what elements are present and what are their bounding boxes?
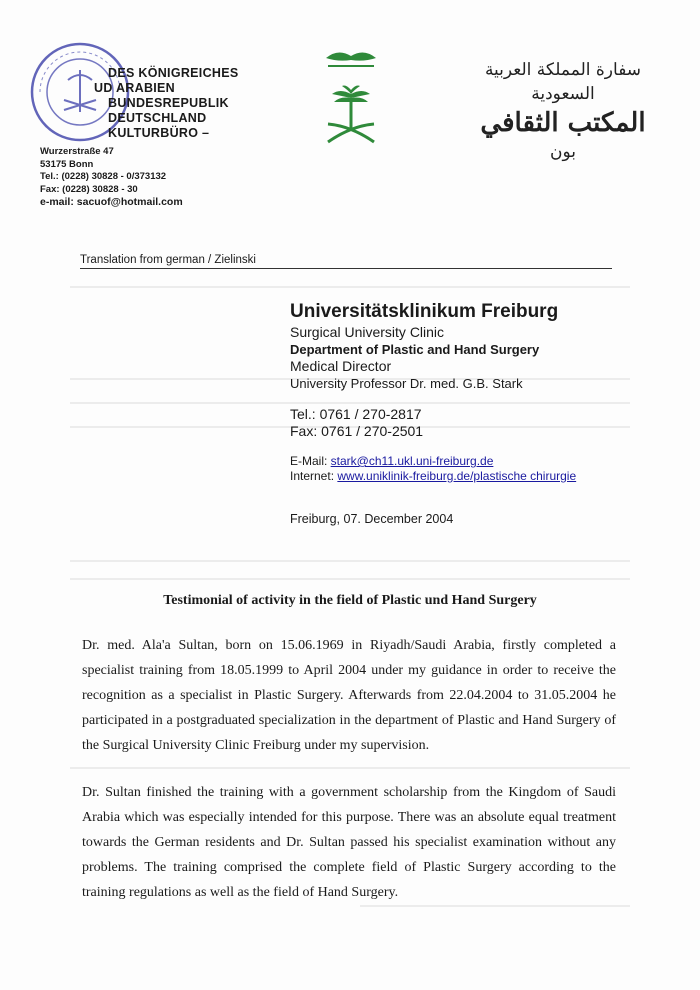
sender-tel: Tel.: (0228) 30828 - 0/373132 — [40, 171, 167, 182]
clinic-fax: Fax: 0761 / 270-2501 — [290, 423, 424, 439]
clinic-internet-row — [290, 469, 576, 484]
letter-heading: Testimonial of activity in the field of Plastic und Hand Surgery — [163, 593, 537, 608]
bleed-through-line — [70, 560, 630, 562]
director-role: Medical Director — [290, 358, 392, 374]
professor-name: University Professor Dr. med. G.B. Stark — [290, 376, 523, 391]
sender-line: BUNDESREPUBLIK — [108, 96, 229, 110]
sender-line: DEUTSCHLAND — [108, 111, 207, 125]
university-name: Universitätsklinikum Freiburg — [290, 301, 559, 322]
bleed-through-line — [70, 578, 630, 580]
clinic-name: Surgical University Clinic — [290, 324, 445, 340]
clinic-email-link[interactable]: stark@ch11.ukl.uni-freiburg.de — [330, 454, 494, 468]
bleed-through-line — [70, 286, 630, 288]
body-paragraph: Dr. med. Ala'a Sultan, born on 15.06.1969 in Riyadh/Saudi Arabia, firstly completed a specialist training from 18.05.1999 to April 2004 under my guidance in order to receive the recognition as a specialist in Plastic Surgery. Afterwards from 22.04.2004 to 31.05.2004 he participated in a postgraduated specialization in the department of Plastic and Hand Surgery of the Surgical University Clinic Freiburg under my supervision. — [82, 638, 616, 753]
sender-email: e-mail: sacuof@hotmail.com — [40, 196, 183, 208]
clinic-email-row — [290, 454, 576, 469]
translation-note: Translation from german / Zielinski — [80, 254, 256, 266]
body-paragraph: Dr. Sultan finished the training with a government scholarship from the Kingdom of Saudi Arabia which was especially intended for this purpose. There was an absolute equal treatment towards the German residents and Dr. Sultan passed his specialist examination without any problems. The training comprised the complete field of Plastic Surgery according to the training regulations as well as the field of Hand Surgery. — [82, 785, 616, 900]
sender-city: 53175 Bonn — [40, 158, 94, 170]
university-letterhead — [290, 300, 576, 484]
sender-fax: Fax: (0228) 30828 - 30 — [40, 183, 138, 195]
clinic-website-link[interactable]: www.uniklinik-freiburg.de/plastische chirurgie — [337, 469, 577, 483]
letter-date: Freiburg, 07. December 2004 — [290, 512, 454, 526]
sender-address — [40, 146, 183, 209]
arabic-embassy-line: سفارة المملكة العربية السعودية — [484, 60, 642, 104]
bleed-through-line — [70, 767, 630, 769]
bleed-through-line — [360, 905, 630, 907]
department-name: Department of Plastic and Hand Surgery — [290, 342, 540, 357]
sender-line: KULTURBÜRO – — [108, 126, 210, 140]
arabic-city: بون — [550, 142, 576, 162]
clinic-tel: Tel.: 0761 / 270-2817 — [290, 406, 422, 422]
email-label: E-Mail: — [290, 454, 331, 468]
sender-line: UD ARABIEN — [94, 81, 176, 95]
sender-block — [40, 66, 239, 141]
sender-street: Wurzerstraße 47 — [40, 146, 114, 157]
saudi-crest-emblem — [318, 44, 384, 156]
divider — [80, 268, 612, 269]
arabic-letterhead — [478, 58, 648, 164]
sender-line: DES KÖNIGREICHES — [108, 66, 239, 80]
arabic-cultural-office: المكتب الثقافي — [480, 108, 646, 138]
internet-label: Internet: — [290, 469, 338, 483]
